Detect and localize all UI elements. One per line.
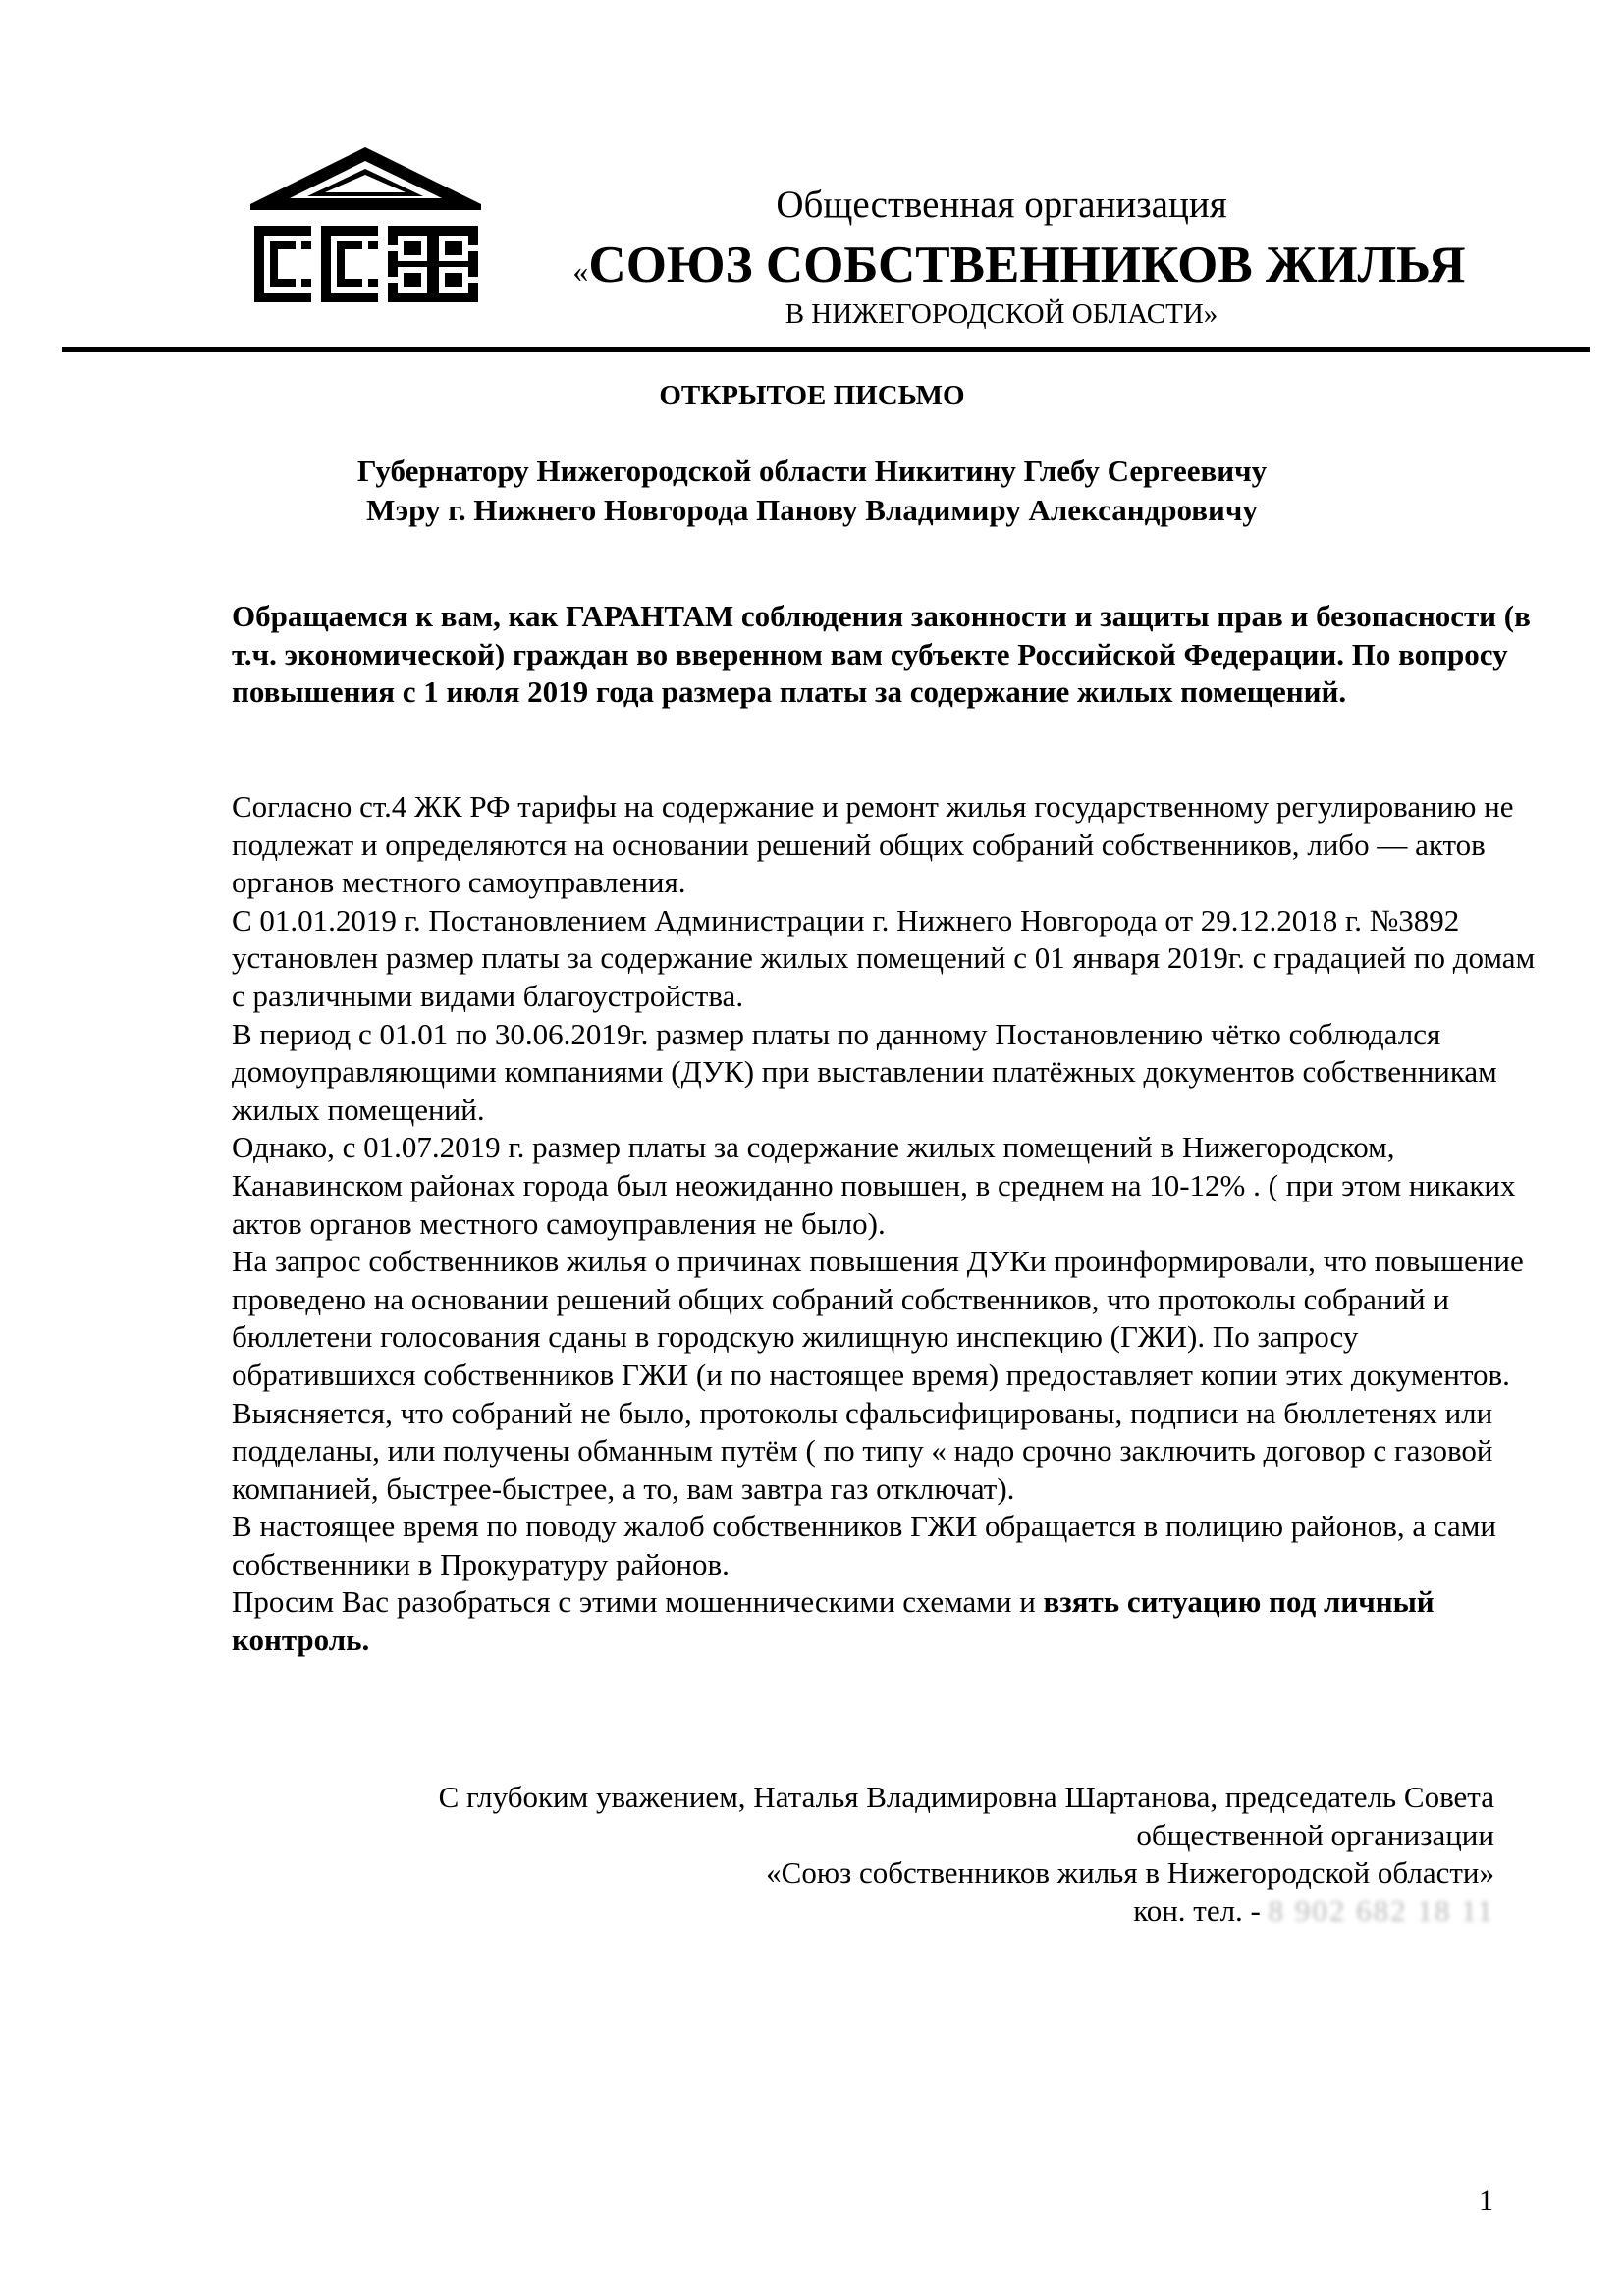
signature-line-name: С глубоким уважением, Наталья Владимировна Шартанова, председатель Совета [438,1780,1494,1814]
org-name [538,236,1500,300]
appeal-paragraph [232,598,1538,712]
signature-line-phone [218,1893,1494,1931]
org-name-quote: « [572,253,589,289]
letter-body [232,788,1538,1660]
organization-logo [250,147,481,309]
document-title: ОТКРЫТОЕ ПИСЬМО [659,380,965,411]
appeal-text: Обращаемся к вам, как ГАРАНТАМ соблюдения законности и защиты прав и безопасности (в т.ч. экономической) граждан во вверенном вам субъекте Российской Федерации. По вопросу повышения с 1 июля 2019 года размера платы за содержание жилых помещений. [232,599,1531,710]
paragraph-complaints: В настоящее время по поводу жалоб собственников ГЖИ обращается в полицию районов, а сами собственники в Прокуратуру районов. [232,1509,1496,1581]
paragraph-request [232,1583,1538,1659]
addressees [0,452,1624,530]
org-region: В НИЖЕГОРОДСКОЙ ОБЛАСТИ» [785,298,1218,330]
paragraph-falsification: На запрос собственников жилья о причинах повышения ДУКи проинформировали, что повышение проведено на основании решений общих собраний собственников, что протоколы собраний и бюллетени голосования сданы в городскую жилищную инспекцию (ГЖИ). По запросу обратившихся собственников ГЖИ (и по настоящее время) предоставляет копии этих документов. Выясняется, что собраний не было, протоколы сфальсифицированы, подписи на бюллетенях или подделаны, или получены обманным путём ( по типу « надо срочно заключить договор с газовой компанией, быстрее-быстрее, а то, вам завтра газ отключат). [232,1244,1524,1506]
paragraph-resolution: С 01.01.2019 г. Постановлением Администрации г. Нижнего Новгорода от 29.12.2018 г. №3892 установлен размер платы за содержание жилых помещений с 01 января 2019г. с градацией по домам с различными видами благоустройства. [232,902,1536,1013]
request-emphasis: взять ситуацию под личный контроль. [232,1584,1435,1658]
addressee-mayor: Мэру г. Нижнего Новгорода Панову Владимиру Александровичу [366,493,1258,527]
page-number: 1 [1479,2184,1493,2216]
phone-number-redacted: 8 902 682 18 11 [1268,1893,1494,1928]
org-type: Общественная организация [776,184,1227,226]
signature-block [218,1779,1494,1930]
paragraph-first-half-year: В период с 01.01 по 30.06.2019г. размер платы по данному Постановлению чётко соблюдался домоуправляющими компаниями (ДУК) при выставлении платёжных документов собственникам жилых помещений. [232,1016,1497,1127]
paragraph-housing-code: Согласно ст.4 ЖК РФ тарифы на содержание и ремонт жилья государственному регулированию не подлежат и определяются на основании решений общих собраний собственников, либо — актов органов местного самоуправления. [232,789,1514,900]
request-text: Просим Вас разобраться с этими мошенническими схемами и [232,1584,1044,1620]
signature-line-org-name: «Союз собственников жилья в Нижегородской области» [766,1855,1494,1891]
phone-label: кон. тел. - [1133,1893,1269,1928]
signature-line-org: общественной организации [1136,1817,1494,1852]
addressee-governor: Губернатору Нижегородской области Никитину Глебу Сергеевичу [356,454,1268,488]
letterhead-divider [62,347,1590,352]
org-name-text: СОЮЗ СОБСТВЕННИКОВ ЖИЛЬЯ [588,237,1466,294]
paragraph-price-increase: Однако, с 01.07.2019 г. размер платы за содержание жилых помещений в Нижегородском, Канавинском районах города был неожиданно повышен, в среднем на 10-12% . ( при этом никаких актов органов местного самоуправления не было). [232,1130,1516,1241]
